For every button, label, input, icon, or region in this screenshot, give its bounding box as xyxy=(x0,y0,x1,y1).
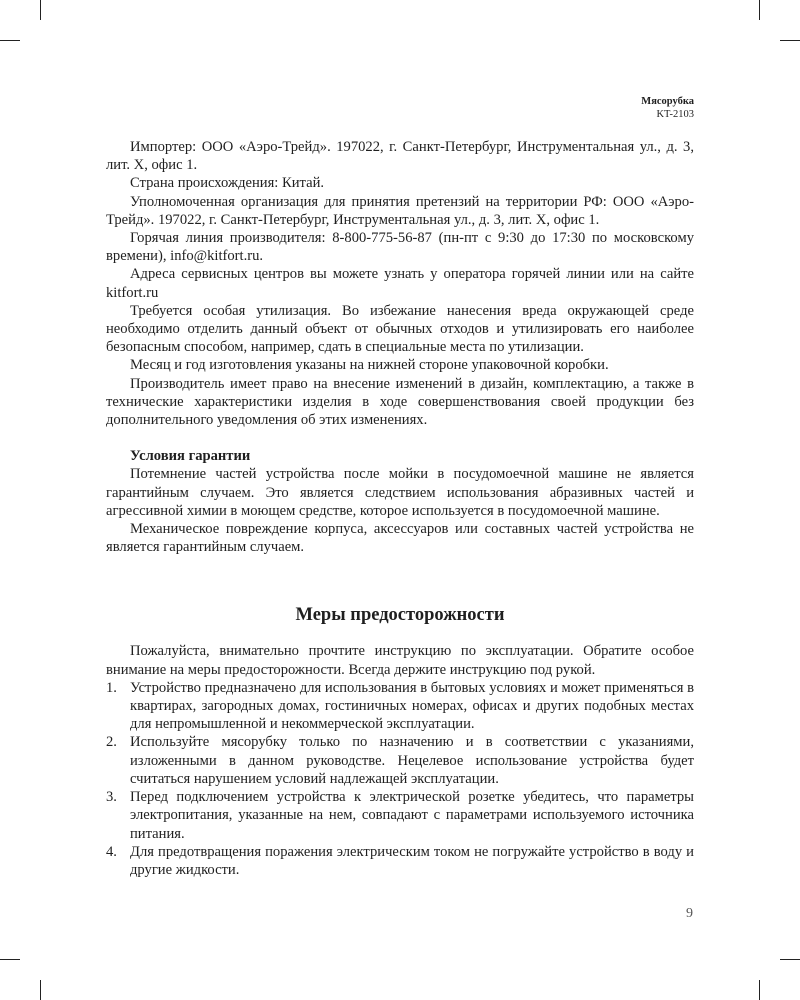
body-paragraph: Импортер: ООО «Аэро-Трейд». 197022, г. Санкт-Петербург, Инструментальная ул., д. 3, лит. Х, офис 1. xyxy=(106,139,694,174)
crop-mark-top-left-v xyxy=(40,0,41,20)
list-item-text: Перед подключением устройства к электрической розетке убедитесь, что параметры электропитания, указанные на нем, совпадают с параметрами используемого источника питания. xyxy=(130,789,694,842)
warranty-paragraph: Механическое повреждение корпуса, аксессуаров или составных частей устройства не является гарантийным случаем. xyxy=(106,521,694,556)
body-paragraph: Адреса сервисных центров вы можете узнать у оператора горячей линии или на сайте kitfort.ru xyxy=(106,266,694,301)
list-item xyxy=(106,679,694,734)
warranty-section xyxy=(106,447,694,556)
page-number: 9 xyxy=(686,906,693,921)
list-item-number: 2. xyxy=(106,734,117,751)
page-header xyxy=(641,95,694,121)
list-item-text: Для предотвращения поражения электрическим током не погружайте устройство в воду и другие жидкости. xyxy=(130,843,694,878)
list-item-text: Устройство предназначено для использования в бытовых условиях и может применяться в квартирах, загородных домах, гостиничных номерах, офисах и других подобных местах для непромышленной и некоммерческой эксплуатации. xyxy=(130,679,694,733)
crop-mark-top-right-h xyxy=(780,40,800,41)
body-paragraph: Страна происхождения: Китай. xyxy=(130,175,325,192)
crop-mark-bottom-right-v xyxy=(759,980,760,1000)
section-title: Меры предосторожности xyxy=(295,605,505,626)
list-item-text: Используйте мясорубку только по назначению и в соответствии с указаниями, изложенными в данном руководстве. Нецелевое использование устройства будет считаться нарушением условий надлежащей эксплуатации. xyxy=(130,734,694,787)
body-paragraph: Производитель имеет право на внесение изменений в дизайн, комплектацию, а также в технические характеристики изделия в ходе совершенствования своей продукции без дополнительного уведомления об этих изменениях. xyxy=(106,375,694,429)
body-paragraph: Горячая линия производителя: 8-800-775-56-87 (пн-пт с 9:30 до 17:30 по московскому времени), info@kitfort.ru. xyxy=(106,230,694,265)
page-content xyxy=(106,138,694,879)
body-paragraph: Требуется особая утилизация. Во избежание нанесения вреда окружающей среде необходимо отделить данный объект от обычных отходов и утилизировать его наиболее безопасным способом, например, сдать в специальные места по утилизации. xyxy=(106,302,694,356)
list-item-number: 4. xyxy=(106,843,117,860)
list-item xyxy=(106,843,694,879)
list-item xyxy=(106,788,694,843)
warranty-heading: Условия гарантии xyxy=(130,448,251,465)
precautions-list xyxy=(106,679,694,879)
list-item-number: 1. xyxy=(106,679,117,696)
crop-mark-top-right-v xyxy=(759,0,760,20)
crop-mark-bottom-right-h xyxy=(780,959,800,960)
warranty-paragraph: Потемнение частей устройства после мойки в посудомоечной машине не является гарантийным случаем. Это является следствием использования абразивных частей и агрессивной химии в моющем средстве, которое используется в посудомоечной машине. xyxy=(106,466,694,519)
crop-mark-top-left-h xyxy=(0,40,20,41)
importer-info-block xyxy=(106,138,694,429)
precautions-section xyxy=(106,642,694,879)
body-paragraph: Месяц и год изготовления указаны на нижней стороне упаковочной коробки. xyxy=(130,357,609,374)
crop-mark-bottom-left-v xyxy=(40,980,41,1000)
body-paragraph: Уполномоченная организация для принятия претензий на территории РФ: ООО «Аэро-Трейд». 197022, г. Санкт-Петербург, Инструментальная ул., д. 3, лит. Х, офис 1. xyxy=(106,193,694,228)
crop-mark-bottom-left-h xyxy=(0,959,20,960)
header-model: KT-2103 xyxy=(656,109,694,120)
precautions-intro: Пожалуйста, внимательно прочтите инструкцию по эксплуатации. Обратите особое внимание на меры предосторожности. Всегда держите инструкцию под рукой. xyxy=(106,643,694,678)
list-item-number: 3. xyxy=(106,789,117,806)
list-item xyxy=(106,733,694,788)
header-title: Мясорубка xyxy=(641,96,694,107)
